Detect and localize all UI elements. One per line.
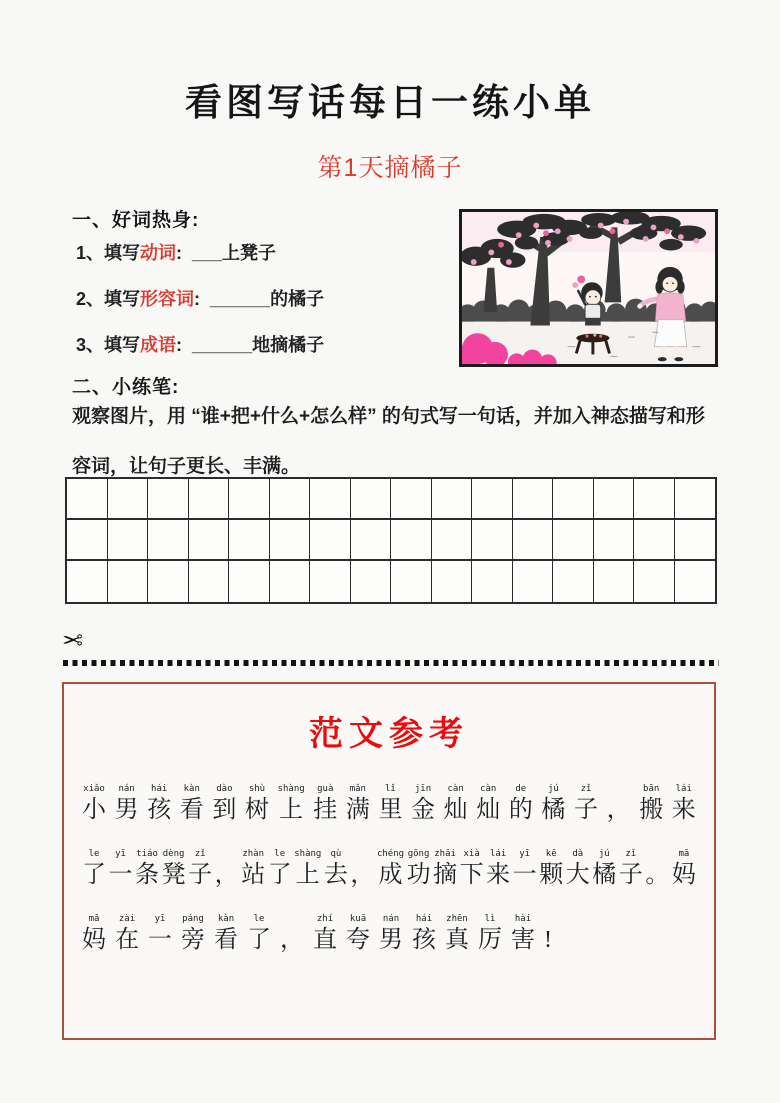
hanzi: 妈 [82,927,106,953]
page-subtitle: 第1天摘橘子 [317,154,463,182]
hanzi: 孩 [412,927,436,953]
syllable [162,848,186,889]
grid-cell [472,479,513,520]
syllable [115,783,139,824]
sample-line-2 [82,848,696,889]
pinyin: shàng [277,784,305,794]
scene-illustration [459,209,718,367]
pinyin: kàn [217,914,235,924]
pinyin: lái [490,849,507,859]
syllable [639,783,663,824]
warmup-item-blank-suffix: : ______地摘橘子 [176,335,325,355]
hanzi: 颗 [539,862,564,888]
syllable [294,848,321,889]
pinyin: hài [514,914,532,924]
pinyin: dào [216,784,233,794]
syllable [476,783,500,824]
grid-cell [391,479,432,520]
syllable [181,913,205,954]
syllable [241,848,265,889]
pinyin: kē [545,849,557,859]
pinyin: zhāi [434,849,456,859]
hanzi: 男 [379,927,403,953]
warmup-item-1 [76,238,456,284]
hanzi: 男 [114,797,139,823]
syllable [407,848,431,889]
grid-cell [513,479,554,520]
pinyin: zhàn [242,849,265,859]
pinyin: mǎn [349,784,366,794]
hanzi: 凳 [161,862,186,888]
instructions-line-2: 容词，让句子更长、丰满。 [72,456,301,477]
grid-cell [148,520,189,561]
syllable [379,913,403,954]
pinyin: càn [480,784,497,794]
warmup-section-heading: 一、好词热身: [72,210,200,231]
hanzi: 到 [212,797,237,823]
pinyin: kàn [183,784,200,794]
syllable [313,783,337,824]
hanzi: 的 [508,797,533,823]
grid-cell [310,520,351,561]
pinyin: zǐ [625,849,637,859]
syllable [212,783,236,824]
warmup-item-prefix: 3、填写 [76,335,141,355]
hanzi: 一 [512,862,537,888]
warmup-item-keyword: 形容词 [140,289,195,309]
grid-cell [594,520,635,561]
hanzi: 功 [406,862,431,888]
hanzi: 了 [247,927,271,953]
syllable [188,848,212,889]
grid-cell [432,561,473,602]
punctuation [215,848,239,889]
hanzi: 夸 [346,927,370,953]
grid-cell [634,520,675,561]
grid-cell [108,520,149,561]
punctuation [544,913,552,954]
hanzi: 旁 [181,927,205,953]
syllable [478,913,502,954]
pinyin: de [515,784,527,794]
grid-cell [675,520,716,561]
hanzi: 来 [486,862,511,888]
syllable [566,848,590,889]
syllable [445,913,469,954]
syllable [214,913,238,954]
syllable [574,783,598,824]
orange-picking-scene [462,212,715,364]
grid-cell [148,479,189,520]
syllable [268,848,292,889]
syllable [278,783,305,824]
hanzi: 摘 [433,862,458,888]
grid-cell [67,479,108,520]
syllable [135,848,159,889]
sample-answer-box [62,682,716,1040]
hanzi: 大 [565,862,590,888]
grid-cell [351,479,392,520]
syllable [411,783,435,824]
hanzi: 挂 [313,797,338,823]
grid-cell [189,561,230,602]
grid-cell [472,520,513,561]
hanzi: 了 [267,862,292,888]
pinyin: yī [154,914,166,924]
syllable [511,913,535,954]
cut-dotted-line [63,660,719,666]
pinyin: càn [447,784,464,794]
pinyin: tiáo [136,849,158,859]
hanzi: 去 [323,862,348,888]
warmup-item-keyword: 成语 [140,335,177,355]
hanzi: 金 [411,797,436,823]
hanzi: 了 [82,862,106,888]
hanzi: 站 [241,862,266,888]
hanzi: 橘 [541,797,566,823]
pinyin: xiǎo [83,784,105,794]
syllable [592,848,616,889]
syllable [378,783,402,824]
pinyin: le [88,849,100,859]
pinyin: mā [88,914,100,924]
hanzi: 条 [135,862,160,888]
punctuation [280,913,304,954]
pinyin: le [253,914,265,924]
grid-cell [67,520,108,561]
syllable [672,848,696,889]
grid-cell [270,520,311,561]
pinyin: zhí [316,914,334,924]
pinyin: yī [519,849,531,859]
grid-cell [391,520,432,561]
grid-cell [189,520,230,561]
warmup-item-blank-suffix: : ______的橘子 [194,289,325,309]
pinyin: jú [547,784,559,794]
syllable [412,913,436,954]
grid-cell [553,479,594,520]
pinyin: chéng [376,849,405,859]
pinyin: yī [115,849,126,859]
syllable [82,913,106,954]
hanzi: 上 [295,862,320,888]
hanzi: 在 [115,927,139,953]
grid-cell [594,561,635,602]
syllable [346,913,370,954]
hanzi: 子 [618,862,643,888]
pinyin: mā [678,849,690,859]
pinyin: zhēn [446,914,468,924]
pinyin: dèng [162,849,185,859]
hanzi: 直 [313,927,337,953]
sample-lines [64,755,714,954]
hanzi: 上 [279,797,304,823]
hanzi: 满 [345,797,370,823]
grid-cell [270,561,311,602]
syllable [460,848,484,889]
hanzi: 树 [244,797,269,823]
pinyin: dà [572,849,584,859]
hanzi: 害 [511,927,535,953]
hanzi: ! [544,927,552,953]
pinyin: le [274,849,286,859]
hanzi: 小 [82,797,106,823]
hanzi: 橘 [592,862,617,888]
syllable [324,848,348,889]
grid-cell [432,479,473,520]
syllable [433,848,457,889]
syllable [147,783,171,824]
grid-cell [472,561,513,602]
pinyin: gōng [407,849,430,859]
pinyin: shàng [294,849,322,859]
grid-cell [148,561,189,602]
syllable [541,783,565,824]
warmup-items [76,238,456,376]
practice-section-heading: 二、小练笔: [72,377,180,398]
warmup-item-3 [76,330,456,376]
syllable [346,783,370,824]
instructions-line-1: 观察图片，用 “谁+把+什么+怎么样” 的句式写一句话，并加入神态描写和形 [72,406,705,427]
pinyin: qù [330,849,342,859]
pinyin: nán [382,914,400,924]
sample-title: 范文参考 [309,715,469,753]
syllable [672,783,696,824]
grid-cell [432,520,473,561]
grid-cell [513,561,554,602]
hanzi: 孩 [147,797,172,823]
grid-cell [594,479,635,520]
pinyin: páng [182,914,204,924]
pinyin: guà [317,784,334,794]
syllable [180,783,204,824]
syllable [619,848,643,889]
pinyin: hái [151,784,168,794]
pinyin: lǐ [385,784,396,794]
hanzi: 看 [214,927,238,953]
grid-cell [229,520,270,561]
syllable [539,848,563,889]
syllable [245,783,269,824]
page-title: 看图写话每日一练小单 [185,82,595,123]
warmup-item-2 [76,284,456,330]
syllable [82,848,106,889]
grid-cell [270,479,311,520]
pinyin: jīn [414,784,432,794]
pinyin: jú [598,849,610,859]
syllable [82,783,106,824]
hanzi: 成 [378,862,403,888]
sample-line-3 [82,913,696,954]
hanzi: ， [214,862,239,888]
punctuation [607,783,631,824]
pinyin: bān [643,784,660,794]
grid-cell [634,479,675,520]
warmup-item-prefix: 1、填写 [76,243,141,263]
hanzi: 下 [459,862,484,888]
pinyin: shù [248,784,266,794]
hanzi: 妈 [671,862,696,888]
grid-cell [513,520,554,561]
hanzi: 。 [645,862,670,888]
syllable [148,913,172,954]
grid-cell [351,520,392,561]
syllable [486,848,510,889]
hanzi: 一 [108,862,133,888]
hanzi: 来 [671,797,696,823]
hanzi: 厉 [478,927,502,953]
hanzi: 灿 [443,797,468,823]
warmup-item-prefix: 2、填写 [76,289,141,309]
sample-line-1 [82,783,696,824]
pinyin: hái [415,914,433,924]
grid-cell [675,479,716,520]
syllable [109,848,133,889]
grid-cell [189,479,230,520]
syllable [509,783,533,824]
grid-cell [634,561,675,602]
syllable [115,913,139,954]
hanzi: ， [350,862,375,888]
pinyin: kuā [349,914,367,924]
hanzi: 一 [148,927,172,953]
grid-cell [553,561,594,602]
pinyin: lì [484,914,496,924]
hanzi: 子 [188,862,213,888]
warmup-item-blank-suffix: : ___上凳子 [176,243,277,263]
pinyin: zài [118,914,136,924]
syllable [444,783,468,824]
grid-cell [675,561,716,602]
grid-cell [229,479,270,520]
grid-cell [310,561,351,602]
grid-cell [108,479,149,520]
syllable [313,913,337,954]
grid-cell [67,561,108,602]
hanzi: 搬 [639,797,664,823]
warmup-item-keyword: 动词 [140,243,177,263]
hanzi: 子 [574,797,598,823]
grid-cell [310,479,351,520]
punctuation [645,848,669,889]
syllable [247,913,271,954]
writing-grid [65,477,717,604]
hanzi: 看 [179,797,204,823]
pinyin: nán [118,784,135,794]
syllable [513,848,537,889]
pinyin: xià [463,849,480,859]
grid-cell [229,561,270,602]
scissors-icon: ✂ [62,627,83,655]
pinyin: zǐ [580,784,592,794]
grid-cell [108,561,149,602]
grid-cell [553,520,594,561]
punctuation [350,848,374,889]
pinyin: zǐ [194,849,206,859]
pinyin: lái [675,784,692,794]
syllable [377,848,404,889]
grid-cell [391,561,432,602]
hanzi: 真 [445,927,469,953]
hanzi: 灿 [476,797,501,823]
grid-cell [351,561,392,602]
hanzi: 里 [378,797,403,823]
hanzi: ， [606,797,631,823]
hanzi: ， [280,927,304,953]
